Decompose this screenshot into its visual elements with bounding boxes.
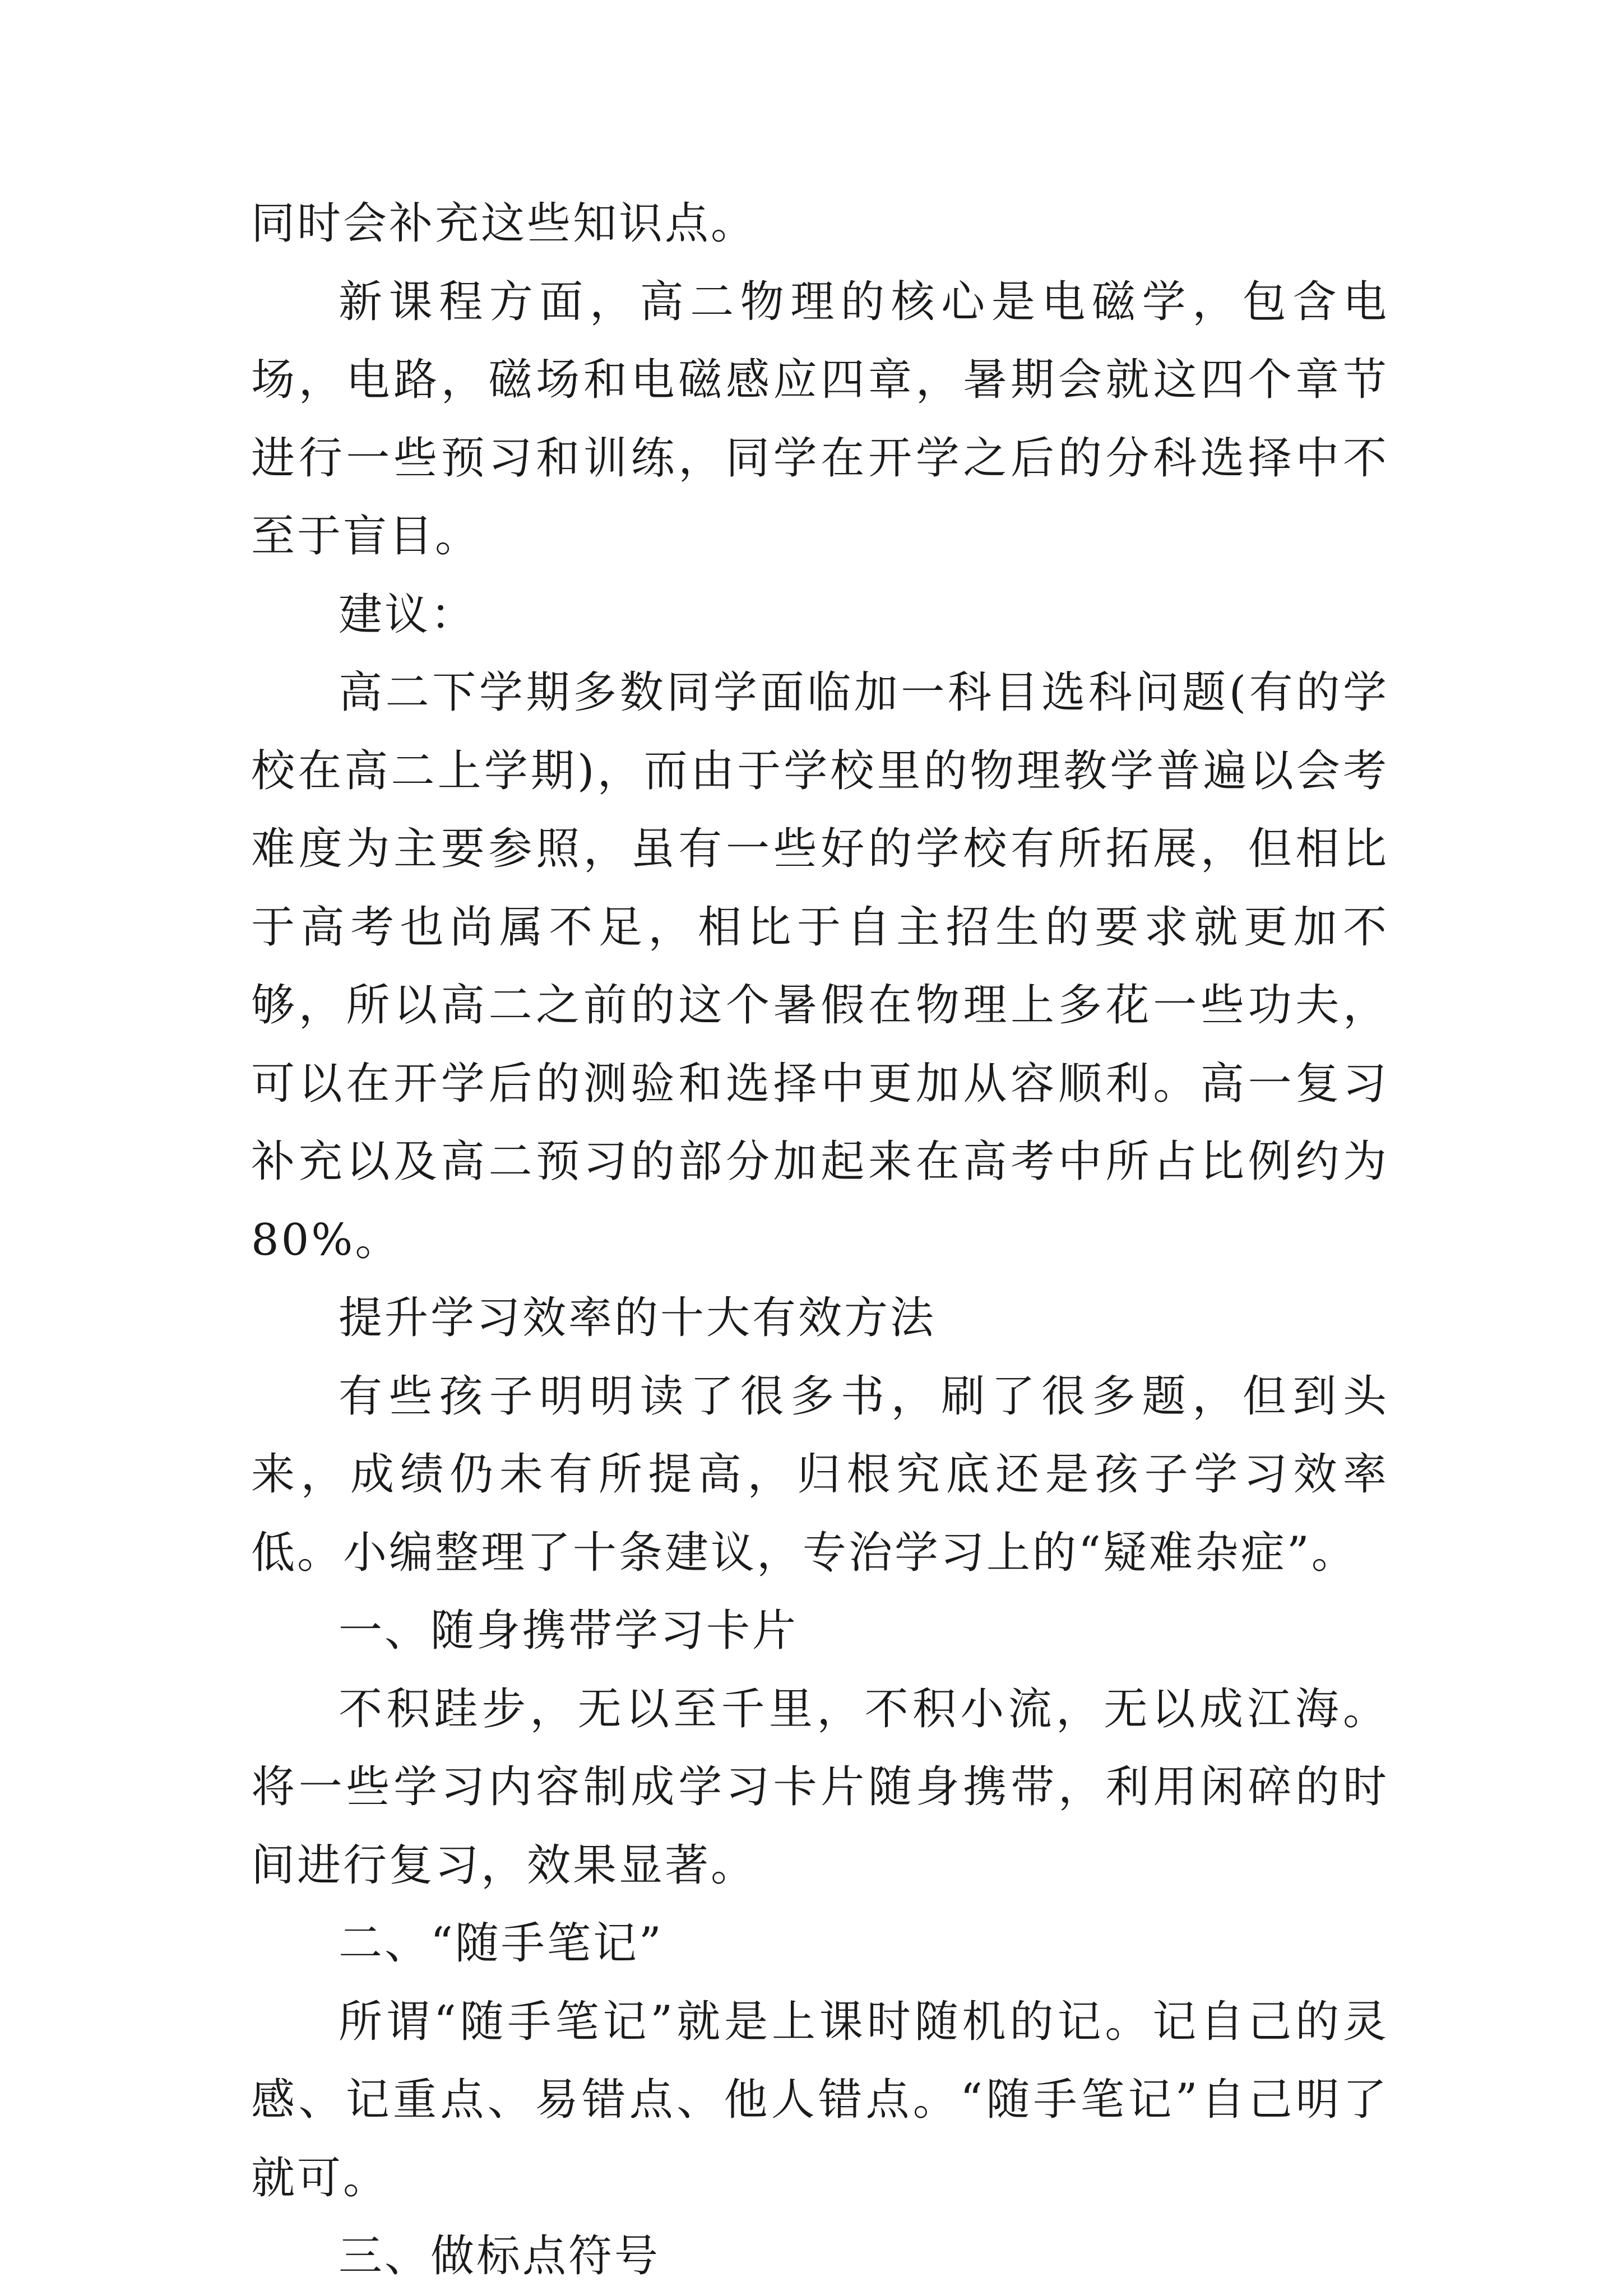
paragraph-method-1: 不积跬步，无以至千里，不积小流，无以成江海。将一些学习内容制成学习卡片随身携带，利用闲碎的时间进行复习，效果显著。 [251,1683,1389,1891]
heading-method-2: 二、“随手笔记” [339,1918,664,1969]
paragraph-efficiency-intro: 有些孩子明明读了很多书，刷了很多题，但到头来，成绩仍未有所提高，归根究底还是孩子学习效率低。小编整理了十条建议，专治学习上的“疑难杂症”。 [251,1371,1389,1578]
document-body [251,185,1389,2296]
section-title-efficiency-methods: 提升学习效率的十大有效方法 [339,1293,937,1343]
paragraph-new-curriculum: 新课程方面，高二物理的核心是电磁学，包含电场，电路，磁场和电磁感应四章，暑期会就这四个章节进行一些预习和训练，同学在开学之后的分科选择中不至于盲目。 [251,276,1389,562]
paragraph-suggestion-body: 高二下学期多数同学面临加一科目选科问题(有的学校在高二上学期)，而由于学校里的物理教学普遍以会考难度为主要参照，虽有一些好的学校有所拓展，但相比于高考也尚属不足，相比于自主招生的要求就更加不够，所以高二之前的这个暑假在物理上多花一些功夫，可以在开学后的测验和选择中更加从容顺利。高一复习补充以及高二预习的部分加起来在高考中所占比例约为80%。 [251,667,1389,1265]
paragraph-method-2: 所谓“随手笔记”就是上课时随机的记。记自己的灵感、记重点、易错点、他人错点。“随手笔记”自己明了就可。 [251,1996,1389,2204]
paragraph-suggestion-heading: 建议： [339,589,477,640]
paragraph-continuation: 同时会补充这些知识点。 [251,198,757,249]
heading-method-3: 三、做标点符号 [339,2231,661,2281]
heading-method-1: 一、随身携带学习卡片 [339,1606,799,1656]
